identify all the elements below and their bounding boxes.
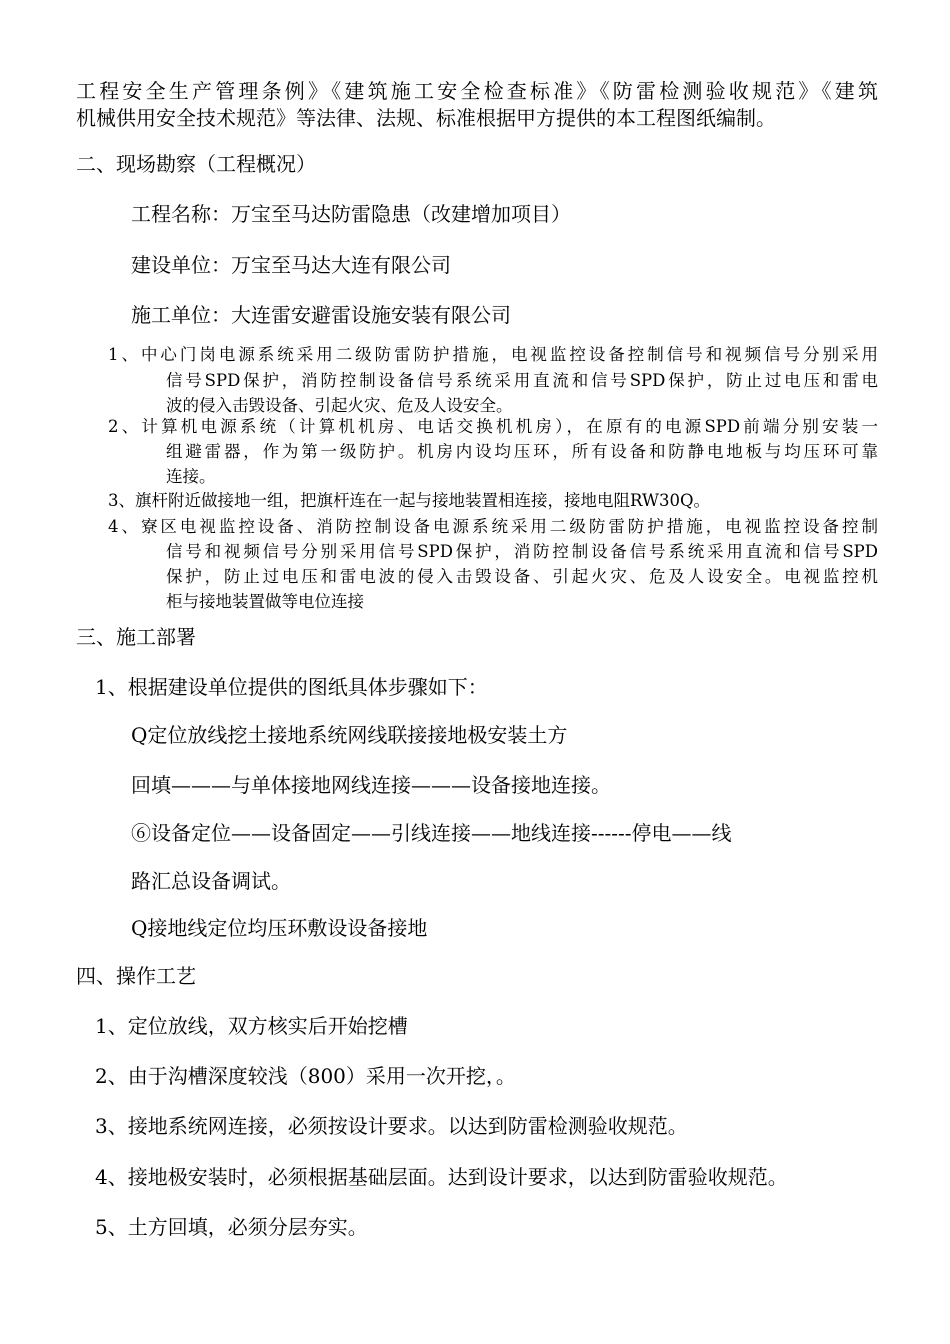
survey-item-1-line-3: 波的侵入击毁设备、引起火灾、危及人设安全。 <box>166 396 513 415</box>
section-2-heading: 二、现场勘察（工程概况） <box>76 152 316 176</box>
survey-item-4-line-3: 保护，防止过电压和雷电波的侵入击毁设备、引起火灾、危及人设安全。电视监控机 <box>166 567 878 586</box>
survey-item-4-line-4: 柜与接地装置做等电位连接 <box>166 592 364 611</box>
flow-1-line-1: Q定位放线挖土接地系统网线联接接地极安装土方 <box>131 723 568 747</box>
survey-item-4-line-2: 信号和视频信号分别采用信号SPD保护，消防控制设备信号系统采用直流和信号SPD <box>166 542 878 561</box>
contractor-unit: 施工单位：大连雷安避雷设施安装有限公司 <box>131 303 511 327</box>
project-name: 工程名称：万宝至马达防雷隐患（改建增加项目） <box>131 202 571 226</box>
flow-2-line-2: 路汇总设备调试。 <box>131 869 291 893</box>
process-item-5: 5、土方回填，必须分层夯实。 <box>95 1215 368 1239</box>
survey-item-2-line-3: 连接。 <box>166 467 216 486</box>
process-item-3: 3、接地系统网连接，必须按设计要求。以达到防雷检测验收规范。 <box>95 1114 688 1138</box>
process-item-4: 4、接地极安装时，必须根据基础层面。达到设计要求，以达到防雷验收规范。 <box>95 1165 788 1189</box>
intro-line-2: 机械供用安全技术规范》等法律、法规、标准根据甲方提供的本工程图纸编制。 <box>76 106 776 130</box>
intro-line-1: 工程安全生产管理条例》《建筑施工安全检查标准》《防雷检测验收规范》《建筑 <box>76 79 878 103</box>
survey-item-4-line-1: 4、寮区电视监控设备、消防控制设备电源系统采用二级防雷防护措施，电视监控设备控制 <box>108 517 878 536</box>
section-3-heading: 三、施工部署 <box>76 625 196 649</box>
section-4-heading: 四、操作工艺 <box>76 964 196 988</box>
flow-2-line-1: ⑥设备定位——设备固定——引线连接——地线连接------停电——线 <box>131 821 732 845</box>
flow-3-line-1: Q接地线定位均压环敷设设备接地 <box>131 916 428 940</box>
survey-item-2-line-1: 2、计算机电源系统（计算机机房、电话交换机机房），在原有的电源SPD前端分别安装一 <box>108 417 878 436</box>
process-item-1: 1、定位放线，双方核实后开始挖槽 <box>95 1014 408 1038</box>
survey-item-1-line-2: 信号SPD保护，消防控制设备信号系统采用直流和信号SPD保护，防止过电压和雷电 <box>166 371 878 390</box>
survey-item-3-line-1: 3、旗杆附近做接地一组，把旗杆连在一起与接地装置相连接，接地电阻RW30Q。 <box>108 491 711 510</box>
deployment-step-1: 1、根据建设单位提供的图纸具体步骤如下： <box>95 675 488 699</box>
survey-item-1-line-1: 1、中心门岗电源系统采用二级防雷防护措施，电视监控设备控制信号和视频信号分别采用 <box>108 345 878 364</box>
builder-unit: 建设单位：万宝至马达大连有限公司 <box>131 253 451 277</box>
flow-1-line-2: 回填———与单体接地网线连接———设备接地连接。 <box>131 773 611 797</box>
process-item-2: 2、由于沟槽深度较浅（800）采用一次开挖，。 <box>95 1064 516 1088</box>
survey-item-2-line-2: 组避雷器，作为第一级防护。机房内设均压环，所有设备和防静电地板与均压环可靠 <box>166 442 878 461</box>
